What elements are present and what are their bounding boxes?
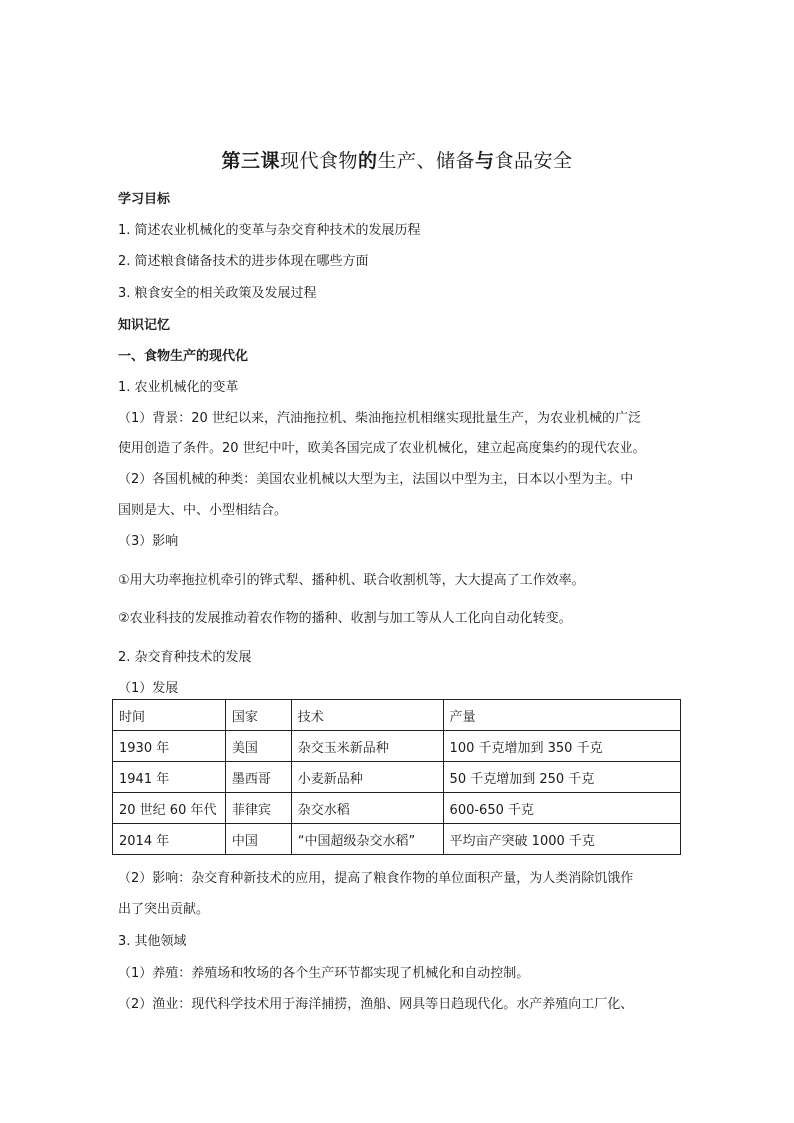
paragraph-line: （1）养殖：养殖场和牧场的各个生产环节都实现了机械化和自动控制。 <box>118 966 530 981</box>
hybrid-breeding-table <box>112 699 681 855</box>
table-cell: 2014 年 <box>113 824 226 855</box>
heading-learning-goals: 学习目标 <box>118 192 171 207</box>
title-part: 与 <box>475 150 495 172</box>
table-cell: 中国 <box>225 824 291 855</box>
table-cell: 小麦新品种 <box>291 762 443 793</box>
table-row <box>113 824 681 855</box>
table-row <box>113 793 681 824</box>
table-cell: 100 千克增加到 350 千克 <box>443 731 680 762</box>
paragraph-line: （2）渔业：现代科学技术用于海洋捕捞，渔船、网具等日趋现代化。水产养殖向工厂化、 <box>118 997 634 1012</box>
sub-heading: （1）发展 <box>118 681 179 696</box>
item-heading: 2. 杂交育种技术的发展 <box>118 650 252 665</box>
table-cell: 20 世纪 60 年代 <box>113 793 226 824</box>
table-cell: 1930 年 <box>113 731 226 762</box>
paragraph-line: 出了突出贡献。 <box>118 902 210 917</box>
item-heading: 3. 其他领域 <box>118 934 187 949</box>
table-header-cell: 时间 <box>113 700 226 731</box>
goal-item: 1. 简述农业机械化的变革与杂交育种技术的发展历程 <box>118 223 421 238</box>
goal-item: 2. 简述粮食储备技术的进步体现在哪些方面 <box>118 254 369 269</box>
table-cell: 美国 <box>225 731 291 762</box>
paragraph-line: （2）各国机械的种类：美国农业机械以大型为主，法国以中型为主，日本以小型为主。中 <box>118 472 634 487</box>
table-header-cell: 产量 <box>443 700 680 731</box>
paragraph-line: （1）背景：20 世纪以来，汽油拖拉机、柴油拖拉机相继实现批量生产，为农业机械的广泛 <box>118 411 641 426</box>
table-header-row <box>113 700 681 731</box>
table-cell: 墨西哥 <box>225 762 291 793</box>
table-cell: 50 千克增加到 250 千克 <box>443 762 680 793</box>
goal-item: 3. 粮食安全的相关政策及发展过程 <box>118 286 317 301</box>
table-cell: 1941 年 <box>113 762 226 793</box>
table-row <box>113 731 681 762</box>
page-title <box>0 146 794 173</box>
effect-item: ②农业科技的发展推动着农作物的播种、收割与加工等从人工化向自动化转变。 <box>118 611 572 626</box>
paragraph-line: （3）影响 <box>118 534 179 549</box>
table-cell: “中国超级杂交水稻” <box>291 824 443 855</box>
paragraph-line: 使用创造了条件。20 世纪中叶，欧美各国完成了农业机械化，建立起高度集约的现代农业。 <box>118 441 646 456</box>
title-part: 第三课 <box>221 150 280 172</box>
table-cell: 菲律宾 <box>225 793 291 824</box>
paragraph-line: （2）影响：杂交育种新技术的应用，提高了粮食作物的单位面积产量，为人类消除饥饿作 <box>118 871 634 886</box>
table-cell: 杂交水稻 <box>291 793 443 824</box>
table-cell: 平均亩产突破 1000 千克 <box>443 824 680 855</box>
title-part: 现代食物 <box>279 150 358 172</box>
paragraph-line: 国则是大、中、小型相结合。 <box>118 503 288 518</box>
table-cell: 600-650 千克 <box>443 793 680 824</box>
effect-item: ①用大功率拖拉机牵引的铧式犁、播种机、联合收割机等，大大提高了工作效率。 <box>118 573 585 588</box>
section-heading: 一、食物生产的现代化 <box>118 349 249 364</box>
title-part: 生产、储备 <box>377 150 476 172</box>
item-heading: 1. 农业机械化的变革 <box>118 380 239 395</box>
table-header-cell: 国家 <box>225 700 291 731</box>
title-part: 的 <box>357 150 378 172</box>
table-header-cell: 技术 <box>291 700 443 731</box>
table-row <box>113 762 681 793</box>
title-part: 食品安全 <box>494 150 573 172</box>
heading-knowledge: 知识记忆 <box>118 318 171 333</box>
table-cell: 杂交玉米新品种 <box>291 731 443 762</box>
